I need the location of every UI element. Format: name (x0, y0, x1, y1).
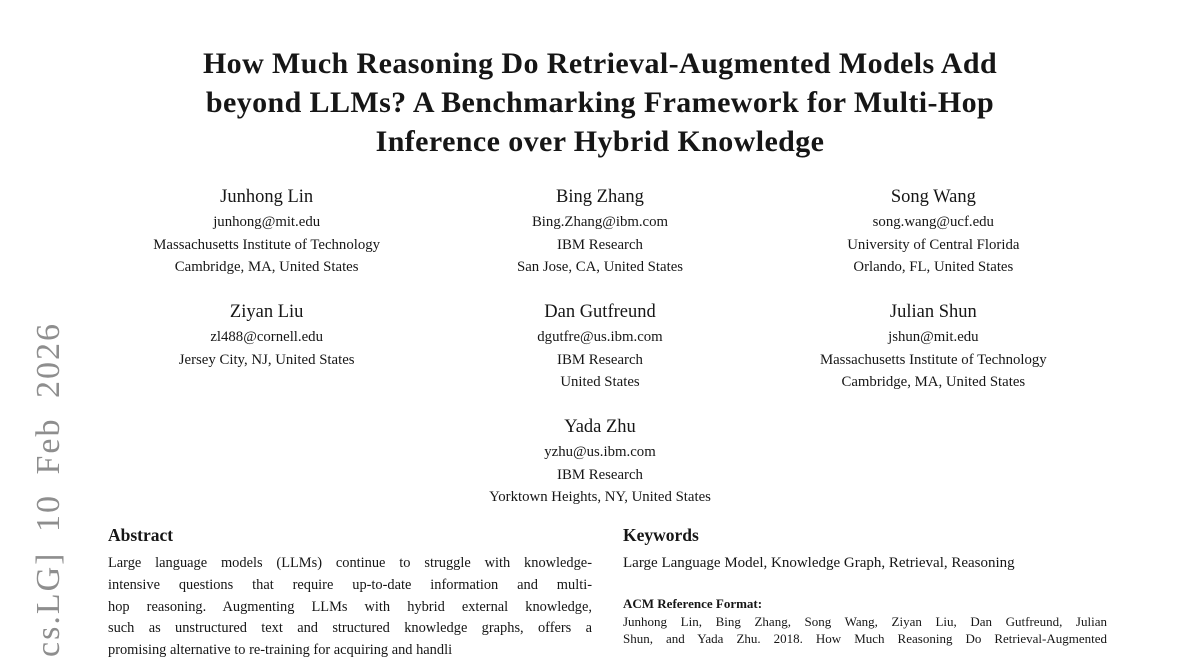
authors-row-1 (100, 186, 1100, 279)
author-name: Julian Shun (889, 302, 977, 322)
author-location: Cambridge, MA, United States (841, 374, 1026, 390)
keywords-section (623, 524, 1107, 648)
author-affiliation: University of Central Florida (847, 236, 1020, 253)
author-name: Ziyan Liu (229, 302, 304, 322)
author-affiliation: IBM Research (557, 351, 643, 368)
keywords-heading: Keywords (623, 525, 699, 545)
author-affiliation: Massachusetts Institute of Technology (819, 351, 1047, 368)
abstract-paragraph (108, 553, 592, 662)
abstract-line: hop reasoning. Augmenting LLMs with hybrid external knowledge, (108, 598, 592, 615)
arxiv-watermark: cs.LG] 10 Feb 2026 (30, 322, 67, 657)
author-email: dgutfre@us.ibm.com (537, 329, 663, 345)
author-affiliation: IBM Research (557, 466, 643, 483)
abstract-section (108, 524, 592, 662)
authors-row-2 (100, 301, 1100, 394)
author-block-ziyan-liu (100, 301, 433, 394)
author-location: Cambridge, MA, United States (174, 259, 359, 275)
author-location: Jersey City, NJ, United States (178, 351, 355, 368)
abstract-line: such as unstructured text and structured knowledge graphs, offers a (108, 620, 592, 637)
author-block-song-wang (767, 186, 1100, 279)
title-line-2: beyond LLMs? A Benchmarking Framework for Multi-Hop (205, 86, 995, 119)
keywords-text: Large Language Model, Knowledge Graph, Retrieval, Reasoning (623, 555, 1015, 571)
author-name: Song Wang (890, 187, 976, 207)
abstract-heading: Abstract (108, 525, 174, 545)
authors-row-3 (100, 416, 1100, 509)
author-name: Yada Zhu (564, 417, 636, 437)
author-affiliation: Massachusetts Institute of Technology (153, 236, 381, 253)
abstract-line: Large language models (LLMs) continue to struggle with knowledge- (108, 555, 592, 571)
author-block-julian-shun (767, 301, 1100, 394)
author-email: song.wang@ucf.edu (872, 214, 994, 230)
author-block-bing-zhang (433, 186, 766, 279)
title-line-1: How Much Reasoning Do Retrieval-Augmented Models Add (202, 47, 998, 80)
author-location: United States (560, 374, 640, 390)
author-email: zl488@cornell.edu (210, 329, 323, 345)
author-block-dan-gutfreund (433, 301, 766, 394)
author-location: Orlando, FL, United States (853, 259, 1014, 275)
paper-title (0, 44, 1200, 161)
author-name: Bing Zhang (556, 187, 644, 207)
author-affiliation: IBM Research (557, 236, 643, 253)
acm-reference-heading: ACM Reference Format: (623, 596, 763, 611)
abstract-line-clipped: promising alternative to re-training for acquiring and handli (108, 642, 453, 659)
author-email: jshun@mit.edu (888, 329, 979, 345)
author-block-junhong-lin (100, 186, 433, 279)
acm-reference-line-clipped: Shun, and Yada Zhu. 2018. How Much Reasoning Do Retrieval-Augmented (623, 631, 1107, 647)
author-name: Junhong Lin (220, 187, 314, 207)
author-location: San Jose, CA, United States (516, 259, 684, 275)
author-location: Yorktown Heights, NY, United States (489, 489, 711, 505)
abstract-line: intensive questions that require up-to-date information and multi- (108, 576, 592, 593)
author-email: yzhu@us.ibm.com (544, 444, 656, 460)
author-email: junhong@mit.edu (213, 214, 321, 230)
author-block-yada-zhu (100, 416, 1100, 509)
title-line-3: Inference over Hybrid Knowledge (375, 125, 825, 158)
author-name: Dan Gutfreund (544, 302, 656, 322)
acm-reference-line: Junhong Lin, Bing Zhang, Song Wang, Ziyan Liu, Dan Gutfreund, Julian (623, 613, 1107, 629)
author-email: Bing.Zhang@ibm.com (531, 214, 669, 230)
